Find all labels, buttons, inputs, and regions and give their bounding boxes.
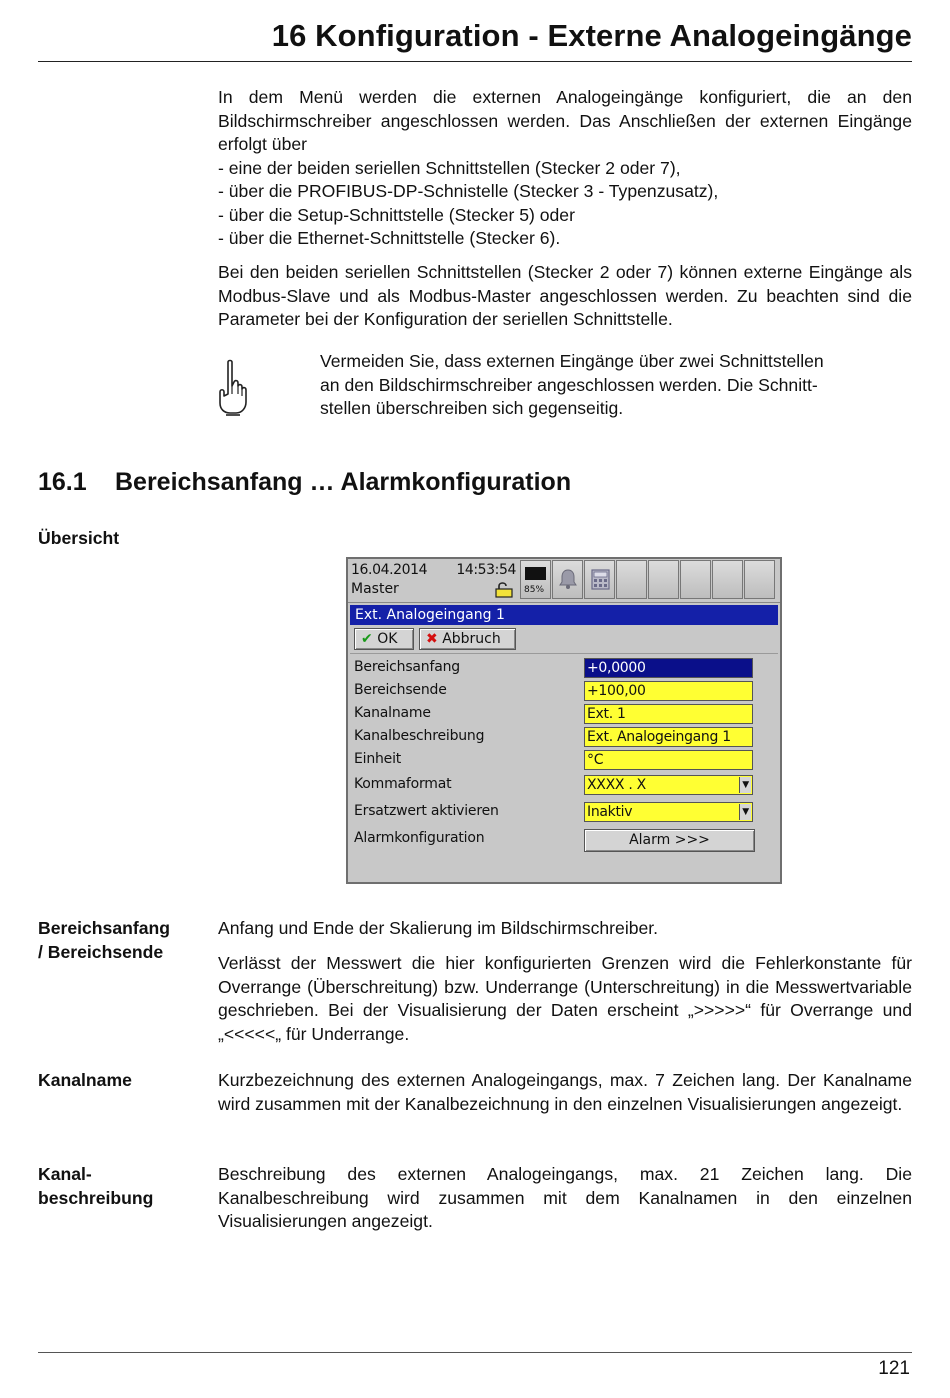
- param-label-kanalname: [38, 1069, 208, 1093]
- note-line: stellen überschreiben sich gegenseitig.: [320, 398, 624, 418]
- ersatzwert-select[interactable]: [584, 802, 753, 822]
- param-label-bereich: [38, 917, 208, 964]
- footer-divider: [38, 1352, 912, 1353]
- status-mode: Master: [351, 581, 399, 597]
- intro-bullet: - über die PROFIBUS-DP-Schnistelle (Stecker 3 - Typenzusatz),: [218, 181, 719, 201]
- param-label-line: beschreibung: [38, 1187, 154, 1208]
- check-icon: ✔: [361, 631, 373, 647]
- param-desc-kanalbeschreibung: Beschreibung des externen Analogeingangs, max. 21 Zeichen lang. Die Kanalbeschreibung wird zusammen mit dem Kanalnamen in den einzelnen Visualisierungen angezeigt.: [218, 1164, 912, 1231]
- note-line: Vermeiden Sie, dass externen Eingänge über zwei Schnittstellen: [320, 351, 824, 371]
- einheit-input[interactable]: °C: [584, 750, 753, 770]
- memory-icon: [525, 567, 546, 580]
- overview-label: Übersicht: [38, 528, 120, 548]
- status-date: 16.04.2014: [351, 562, 428, 578]
- dialog-title: Ext. Analogeingang 1: [350, 605, 778, 625]
- intro-bullet: - eine der beiden seriellen Schnittstellen (Stecker 2 oder 7),: [218, 157, 681, 178]
- kanalbeschreibung-input[interactable]: Ext. Analogeingang 1: [584, 727, 753, 747]
- param-label-line: / Bereichsende: [38, 941, 164, 962]
- alarm-config-button[interactable]: Alarm >>>: [584, 829, 755, 852]
- form-divider: [350, 653, 778, 654]
- toolbar-slot[interactable]: [712, 560, 743, 599]
- param-label-line: Kanal-: [38, 1164, 92, 1184]
- param-desc-bereich-2: Verlässt der Messwert die hier konfigurierten Grenzen wird die Fehlerkonstante für Overrange (Überschreitung) bzw. Underrange (Unterschreitung) in die Messwertvariable geschrieben. Bei der Visualisierung der Daten erscheint „>>>>>“ für Overrange und „<<<<<„ für Underrange.: [218, 953, 912, 1044]
- serial-interface-paragraph: Bei den beiden seriellen Schnittstellen (Stecker 2 oder 7) können externe Eingänge als Modbus-Slave und als Modbus-Master angeschlossen werden. Zu beachten sind die Parameter bei der Konfiguration der seriellen Schnittstelle.: [218, 262, 912, 329]
- field-label-kommaformat: Kommaformat: [354, 776, 452, 792]
- memory-indicator[interactable]: [520, 560, 551, 599]
- calculator-button[interactable]: [584, 560, 615, 599]
- status-time: 14:53:54: [456, 562, 516, 578]
- page-number: 121: [878, 1358, 910, 1379]
- alarm-bell-icon: [558, 568, 578, 590]
- toolbar-slot[interactable]: [648, 560, 679, 599]
- field-label-ersatzwert: Ersatzwert aktivieren: [354, 803, 499, 819]
- param-desc-bereich-1: Anfang und Ende der Skalierung im Bildschirmschreiber.: [218, 918, 659, 938]
- intro-bullet: - über die Ethernet-Schnittstelle (Stecker 6).: [218, 228, 561, 248]
- toolbar-slot[interactable]: [616, 560, 647, 599]
- ok-label: OK: [377, 631, 398, 647]
- intro-paragraph: [218, 86, 912, 251]
- field-label-alarmkonfiguration: Alarmkonfiguration: [354, 830, 485, 846]
- title-divider: [38, 61, 912, 62]
- section-number: 16.1: [38, 468, 87, 496]
- field-label-bereichsanfang: Bereichsanfang: [354, 659, 460, 675]
- toolbar-slot[interactable]: [680, 560, 711, 599]
- intro-line: In dem Menü werden die externen Analogeingänge konfiguriert, die an den Bildschirmschreiber angeschlossen werden. Das Anschließen der externen Eingänge erfolgt über: [218, 87, 912, 154]
- status-info: [350, 561, 518, 599]
- lock-icon: [494, 581, 514, 598]
- toolbar-slot[interactable]: [744, 560, 775, 599]
- bereichsende-input[interactable]: +100,00: [584, 681, 753, 701]
- kanalname-input[interactable]: Ext. 1: [584, 704, 753, 724]
- intro-bullet: - über die Setup-Schnittstelle (Stecker 5) oder: [218, 204, 575, 225]
- kommaformat-select[interactable]: [584, 775, 753, 795]
- param-label-line: Bereichsanfang: [38, 918, 170, 938]
- memory-percent: 85%: [524, 585, 545, 595]
- ersatzwert-value: Inaktiv: [587, 804, 633, 820]
- field-label-kanalname: Kanalname: [354, 705, 431, 721]
- status-bar: [348, 559, 780, 603]
- param-label-line: Kanalname: [38, 1070, 132, 1090]
- param-desc-kanalname: Kurzbezeichnung des externen Analogeingangs, max. 7 Zeichen lang. Der Kanalname wird zusammen mit der Kanalbezeichnung in den einzelnen Visualisierungen angezeigt.: [218, 1070, 912, 1114]
- alarm-button[interactable]: [552, 560, 583, 599]
- kommaformat-value: XXXX . X: [587, 777, 646, 793]
- field-label-bereichsende: Bereichsende: [354, 682, 447, 698]
- chevron-down-icon[interactable]: ▼: [739, 804, 751, 820]
- param-label-kanalbeschreibung: [38, 1163, 208, 1210]
- note-text: [320, 350, 910, 421]
- chevron-down-icon[interactable]: ▼: [739, 777, 751, 793]
- field-label-kanalbeschreibung: Kanalbeschreibung: [354, 728, 485, 744]
- device-screenshot: [346, 557, 782, 884]
- pointing-hand-icon: [214, 358, 250, 418]
- ok-button[interactable]: [354, 628, 414, 650]
- section-title: Bereichsanfang … Alarmkonfiguration: [115, 468, 572, 496]
- cancel-button[interactable]: [419, 628, 516, 650]
- field-label-einheit: Einheit: [354, 751, 402, 767]
- note-line: an den Bildschirmschreiber angeschlossen werden. Die Schnitt-: [320, 374, 818, 395]
- section-heading: [38, 468, 571, 497]
- bereichsanfang-input[interactable]: +0,0000: [584, 658, 753, 678]
- close-icon: ✖: [426, 631, 438, 647]
- page-title: 16 Konfiguration - Externe Analogeingänge: [271, 18, 912, 53]
- calculator-icon: [591, 569, 610, 590]
- cancel-label: Abbruch: [442, 631, 501, 647]
